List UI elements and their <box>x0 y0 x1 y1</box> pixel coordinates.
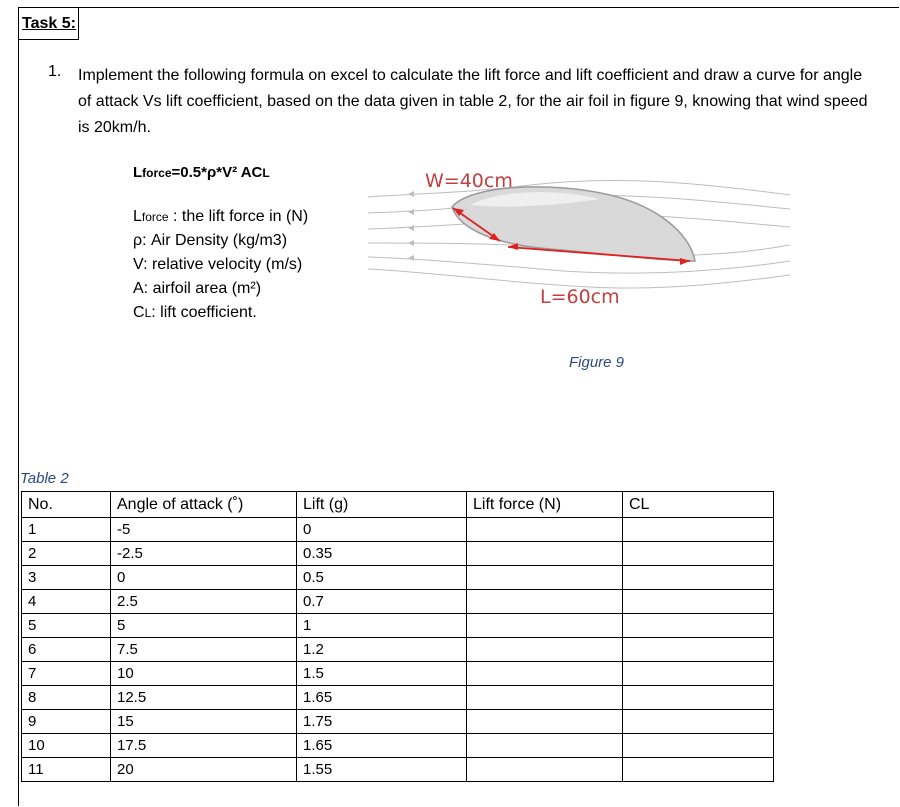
table-cell <box>467 542 623 566</box>
table-row <box>22 686 774 710</box>
table-cell: 10 <box>22 734 111 758</box>
table-cell <box>467 638 623 662</box>
task-instructions: Implement the following formula on excel to calculate the lift force and lift coefficient and draw a curve for angle of attack Vs lift coefficient, based on the data given in table 2, for the air foil in figure 9, knowing that wind speed is 20km/h. <box>78 67 868 136</box>
table-cell: 0 <box>297 518 467 542</box>
table-cell <box>467 758 623 782</box>
data-table <box>21 491 774 782</box>
task-item-number: 1. <box>48 63 62 80</box>
table-cell: 2 <box>22 542 111 566</box>
definition-symbol: ρ <box>133 232 143 249</box>
table-cell <box>623 542 774 566</box>
table-cell: -5 <box>111 518 297 542</box>
table-cell: 0 <box>111 566 297 590</box>
definition-text: : the lift force in (N) <box>168 208 309 225</box>
table-cell: 11 <box>22 758 111 782</box>
table-cell <box>467 686 623 710</box>
flow-arrows <box>408 191 414 261</box>
formula-rhs: =0.5*ρ*V² AC <box>171 164 263 181</box>
table-row <box>22 590 774 614</box>
table-cell: 2.5 <box>111 590 297 614</box>
definition-symbol: C <box>133 304 145 321</box>
definition-subscript: L <box>144 306 152 320</box>
table-cell: 7 <box>22 662 111 686</box>
table-cell: 3 <box>22 566 111 590</box>
column-header: Lift (g) <box>297 492 467 518</box>
table-cell: 6 <box>22 638 111 662</box>
definition-text: : lift coefficient. <box>151 304 257 321</box>
formula-lhs-sub: force <box>142 166 172 180</box>
definition-symbol: L <box>133 208 142 225</box>
table-cell: 1 <box>297 614 467 638</box>
table-cell <box>467 662 623 686</box>
table-cell: 1.75 <box>297 710 467 734</box>
table-header-row <box>22 492 774 518</box>
figure-caption: Figure 9 <box>569 354 625 371</box>
lift-formula <box>133 164 270 181</box>
table-cell: 20 <box>111 758 297 782</box>
table-cell: 1.2 <box>297 638 467 662</box>
table-cell <box>467 518 623 542</box>
table-cell <box>623 734 774 758</box>
table-cell <box>623 566 774 590</box>
table-row <box>22 638 774 662</box>
column-header: Lift force (N) <box>467 492 623 518</box>
table-cell: 0.7 <box>297 590 467 614</box>
table-cell: 7.5 <box>111 638 297 662</box>
airfoil-figure <box>360 165 800 310</box>
table-caption: Table 2 <box>20 470 69 487</box>
table-cell <box>623 686 774 710</box>
table-cell: 1.55 <box>297 758 467 782</box>
table-cell <box>467 566 623 590</box>
table-row <box>22 758 774 782</box>
task-heading: Task 5: <box>22 15 76 32</box>
table-row <box>22 734 774 758</box>
table-row <box>22 518 774 542</box>
table-cell <box>467 710 623 734</box>
table-cell: 10 <box>111 662 297 686</box>
variable-definitions <box>133 205 308 325</box>
table-cell <box>623 662 774 686</box>
table-cell <box>623 638 774 662</box>
table-cell: -2.5 <box>111 542 297 566</box>
table-row <box>22 710 774 734</box>
definition-item <box>133 301 308 325</box>
table-cell: 9 <box>22 710 111 734</box>
definition-symbol: A <box>133 280 144 297</box>
table-row <box>22 542 774 566</box>
formula-rhs-sub: L <box>262 166 270 180</box>
table-cell: 17.5 <box>111 734 297 758</box>
table-cell: 1.65 <box>297 734 467 758</box>
table-cell: 5 <box>111 614 297 638</box>
table-cell: 4 <box>22 590 111 614</box>
definition-text: : relative velocity (m/s) <box>143 256 303 273</box>
definition-item <box>133 277 308 301</box>
table-row <box>22 566 774 590</box>
table-row <box>22 614 774 638</box>
table-row <box>22 662 774 686</box>
width-label: W=40cm <box>425 170 513 192</box>
definition-text: : airfoil area (m²) <box>143 280 262 297</box>
table-cell: 1.5 <box>297 662 467 686</box>
table-cell <box>467 614 623 638</box>
table-cell: 1 <box>22 518 111 542</box>
table-cell <box>623 758 774 782</box>
table-cell: 5 <box>22 614 111 638</box>
table-cell <box>623 590 774 614</box>
table-cell <box>623 518 774 542</box>
definition-text: : Air Density (kg/m3) <box>142 232 288 249</box>
column-header: CL <box>623 492 774 518</box>
definition-item <box>133 205 308 229</box>
table-cell: 12.5 <box>111 686 297 710</box>
column-header: No. <box>22 492 111 518</box>
definition-item <box>133 229 308 253</box>
table-cell <box>623 710 774 734</box>
definition-symbol: V <box>133 256 144 273</box>
table-cell: 1.65 <box>297 686 467 710</box>
column-header: Angle of attack (˚) <box>111 492 297 518</box>
table-cell: 8 <box>22 686 111 710</box>
definition-subscript: force <box>141 210 169 224</box>
length-label: L=60cm <box>540 286 620 308</box>
table-cell <box>467 590 623 614</box>
table-cell: 0.35 <box>297 542 467 566</box>
table-cell: 0.5 <box>297 566 467 590</box>
definition-item <box>133 253 308 277</box>
table-cell: 15 <box>111 710 297 734</box>
formula-lhs: L <box>133 164 143 181</box>
table-cell <box>623 614 774 638</box>
table-cell <box>467 734 623 758</box>
